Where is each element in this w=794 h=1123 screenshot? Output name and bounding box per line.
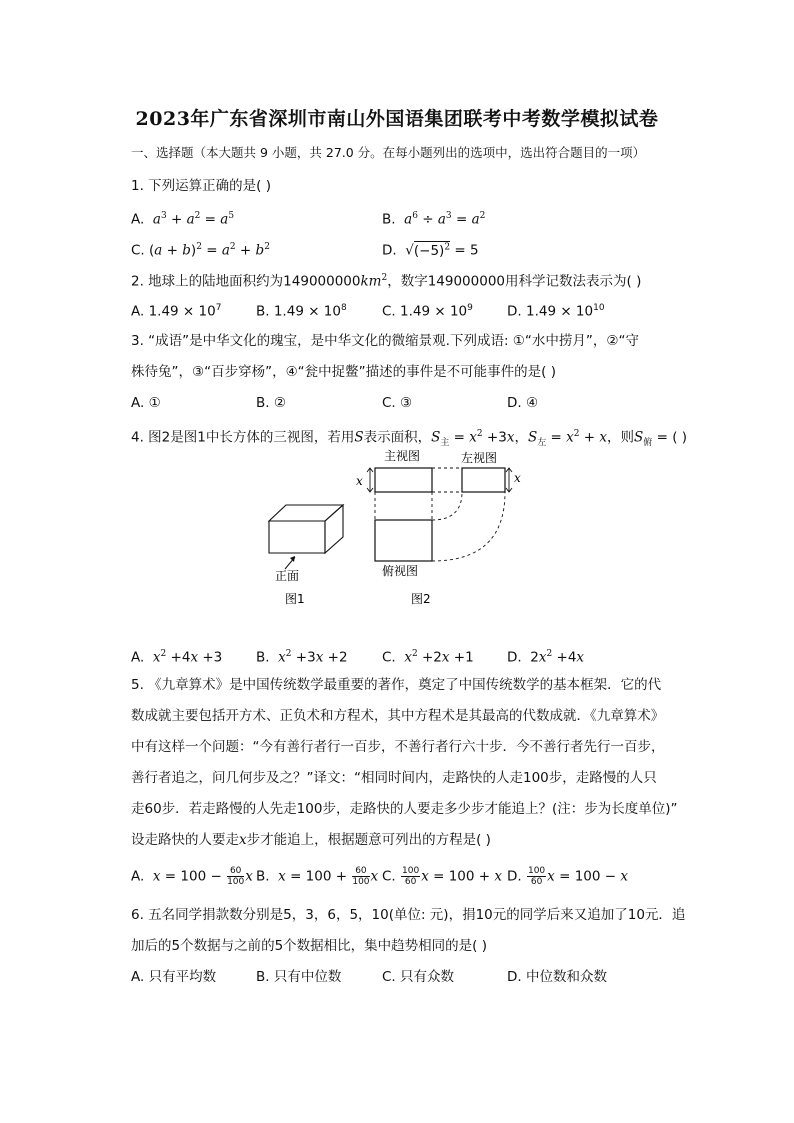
- page-title: 2023年广东省深圳市南山外国语集团联考中考数学模拟试卷: [135, 108, 659, 130]
- question-5-line-4: 善行者追之，问几何步及之？”译文：“相同时间内，走路快的人走100步，走路慢的人只: [131, 770, 657, 786]
- question-5-line-2: 数成就主要包括开方术、正负术和方程术，其中方程术是其最高的代数成就．《九章算术》: [131, 708, 665, 724]
- section-heading: 一、选择题（本大题共 9 小题，共 27.0 分。在每小题列出的选项中，选出符合题目的一项）: [131, 145, 646, 160]
- q2-option-d: D. $1.49 \times 10^{10}$: [507, 303, 605, 320]
- question-5-line-3: 中有这样一个问题：“今有善行者行一百步，不善行者行六十步．今不善行者先行一百步，: [131, 739, 665, 755]
- q2-option-b: B. $1.49 \times 10^8$: [256, 303, 347, 320]
- q3-option-c: C. ③: [382, 395, 413, 411]
- question-2-stem: 2. 地球上的陆地面积约为$149000000km^2$，数字149000000用科学记数法表示为( ): [131, 273, 642, 290]
- q5-option-a: A. x = 100 − $\frac{60}{100}$ x: [131, 866, 253, 887]
- q6-option-c: C. 只有众数: [382, 969, 455, 985]
- question-5-line-5: 走60步．若走路慢的人先走100步，走路快的人要走多少步才能追上？(注：步为长度单位)”: [131, 801, 678, 817]
- fig1-label: 图1: [285, 592, 305, 606]
- q2-option-c: C. $1.49 \times 10^9$: [382, 303, 473, 320]
- main-view-label: 主视图: [384, 449, 421, 463]
- question-3-line-1: 3. “成语”是中华文化的瑰宝，是中华文化的微缩景观.下列成语: ①“水中捞月”，②“守: [131, 333, 639, 349]
- q4-option-a: A. $x^2 +4x +3$: [131, 649, 223, 666]
- svg-text:x: x: [356, 474, 363, 488]
- three-view-figure: [255, 444, 545, 610]
- question-5-line-6: 设走路快的人要走x步才能追上，根据题意可列出的方程是( ): [131, 832, 491, 848]
- q3-option-b: B. ②: [256, 395, 286, 411]
- q2-option-a: A. $1.49 \times 10^7$: [131, 303, 222, 320]
- question-5-line-1: 5. 《九章算术》是中国传统数学最重要的著作，奠定了中国传统数学的基本框架．它的代: [131, 677, 662, 693]
- question-6-line-2: 加后的5个数据与之前的5个数据相比，集中趋势相同的是( ): [131, 938, 488, 954]
- front-label: 正面: [275, 569, 300, 583]
- q4-option-b: B. $x^2 +3x +2$: [256, 649, 348, 666]
- q4-option-c: C. $x^2 +2x +1$: [382, 649, 474, 666]
- q5-option-c: C. $\frac{100}{60}$ x = 100 + x: [382, 866, 503, 887]
- q6-option-b: B. 只有中位数: [256, 969, 342, 985]
- q1-option-d: D. $√(-5)^2 = 5$: [382, 242, 479, 259]
- q5-option-b: B. x = 100 + $\frac{60}{100}$ x: [256, 866, 379, 887]
- question-1-stem: 1. 下列运算正确的是( ): [131, 178, 271, 194]
- q6-option-d: D. 中位数和众数: [507, 969, 607, 985]
- q3-option-d: D. ④: [507, 395, 539, 411]
- left-view-rect: [462, 468, 505, 492]
- q6-option-a: A. 只有平均数: [131, 969, 217, 985]
- question-3-line-2: 株待兔”，③“百步穿杨”，④“瓮中捉鳖”描述的事件是不可能事件的是( ): [131, 364, 556, 380]
- cuboid-figure: [269, 505, 343, 553]
- question-6-line-1: 6. 五名同学捐款数分别是5，3，6，5，10(单位: 元)，捐10元的同学后来又追加了10元．追: [131, 907, 686, 923]
- q1-option-c: C. $(a + b)^2 = a^2 + b^2$: [131, 242, 270, 259]
- left-view-label: 左视图: [461, 451, 498, 465]
- q1-option-b: B. $a^6 \div a^3 = a^2$: [382, 211, 486, 228]
- q4-option-d: D. $2x^2 +4x$: [507, 649, 585, 666]
- question-4-stem: 4. 图2是图1中长方体的三视图，若用S表示面积，$S_主 = x^2 +3x$，$S_左 = x^2 + x$，则$S_俯$ = ( ): [131, 429, 688, 449]
- main-view-rect: [375, 468, 432, 492]
- q5-option-d: D. $\frac{100}{60}$ x = 100 − x: [507, 866, 628, 887]
- q3-option-a: A. ①: [131, 395, 161, 411]
- dashed-guides: [375, 468, 505, 561]
- top-view-rect: [375, 520, 432, 561]
- svg-text:x: x: [514, 471, 521, 485]
- q1-option-a: A. $a^3 + a^2 = a^5$: [131, 211, 235, 228]
- fig2-label: 图2: [411, 592, 431, 606]
- top-view-label: 俯视图: [382, 564, 419, 578]
